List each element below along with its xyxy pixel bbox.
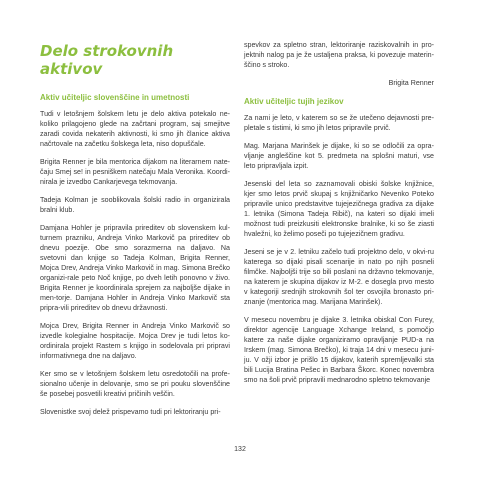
left-column: [40, 40, 230, 425]
section-heading-foreign-languages: Aktiv učiteljic tujih jezikov: [244, 97, 344, 106]
paragraph: V mesecu novembru je dijake 3. letnika obiskal Con Furey, direktor agencije Language Xchange Ireland, s pomočjo katere za naše dijake organiziramo opravljanje PUD-a na Irskem (mag. Simona Brečko), ki traja 14 dni v mesecu juni-ju. V ožji izbor je prišlo 15 dijakov, katerih spremljevalki sta bili Lucija Bratina Pešec in Barbara Škorc. Konec novembra smo na šoli prvič pripravili mednarodno spletno tekmovanje: [244, 316, 434, 384]
paragraph: Damjana Hohler je pripravila prireditev ob slovenskem kul-turnem prazniku, Andreja Vinko Markovič pa prireditev ob dnevu poezije. Obe smo sorazmerna na daljavo. Na svetovni dan knjige so Tadeja Kolman, Brigita Renner, Mojca Drev, Andreja Vinko Markovič in mag. Simona Brečko organizi-rale peto Noč knjige, po dveh letih ponovno v živo. Brigita Renner je koordinirala sprejem za najboljše dijake in men-torje. Damjana Hohler in Andreja Vinko Markovič sta pripra-vili prireditev ob dnevu državnosti.: [40, 224, 230, 312]
paragraph: Jesenski del leta so zaznamovali obiski šolske knjižnice, kjer smo letos prvič skupaj s knjižničarko Nevenko Poteko pripravile unico predstavitve tujejezičnega gradiva za dijake 1. letnika (Simona Tadeja Ribič), na kateri so dijaki imeli možnost tudi preizkusiti elektronske bralnike, ki so še ziasti hvaležni, ko želimo poseči po tujejezičnem gradivu.: [244, 180, 434, 238]
page-number: 132: [234, 446, 246, 453]
paragraph: Brigita Renner je bila mentorica dijakom na literarnem nate-čaju Smej se! in pesniškem natečaju Mala Veronika. Koordi-nirala je izvedbo Cankarjevega tekmovanja.: [40, 158, 230, 186]
paragraph: Tadeja Kolman je sooblikovala šolski radio in organizirala bralni klub.: [40, 196, 230, 214]
paragraph: Mojca Drev, Brigita Renner in Andreja Vinko Markovič so izvedle kolegialne hospitacije. Mojca Drev je tudi letos ko-ordinirala projekt Rastem s knjigo in sodelovala pri pripravi informativnega dne na daljavo.: [40, 322, 230, 360]
paragraph: Ker smo se v letošnjem šolskem letu osredotočili na profe-sionalno učenje in delovanje, smo se pri pouku slovenščine še posebej posvetili kreativi pričinih veščin.: [40, 370, 230, 398]
paragraph: Za nami je leto, v katerem so se že utečeno dejavnosti pre-pletale s tistimi, ki smo jih letos pripravile prvič.: [244, 114, 434, 132]
paragraph: Mag. Marjana Marinšek je dijake, ki so se odločili za opra-vljanje angleščine kot 5. predmeta na splošni maturi, vse leto pripravljala izpit.: [244, 142, 434, 170]
right-column: [244, 40, 434, 393]
section-heading-slovene: Aktiv učiteljic slovenščine in umetnosti: [40, 93, 190, 102]
paragraph: Jeseni se je v 2. letniku začelo tudi projektno delo, v okvi-ru katerega so dijaki pisali scenarije in nato po njih posneli filmčke. Najboljši trije so bili poslani na državno tekmovanje, na katerem je skupina dijakov iz M-2. e dosegla prvo mesto v kategoriji srednjih strokovnih šol ter osvojila bronasto pri-znanje (mentorica mag. Marijana Marinšek).: [244, 248, 434, 306]
author-signature: Brigita Renner: [388, 79, 434, 87]
paragraph: spevkov za spletno stran, lektoriranje raziskovalnih in pro-jektnih nalog pa je že ustaljena praksa, ki povezuje materin-ščino s stroko.: [244, 41, 434, 69]
paragraph: Tudi v letošnjem šolskem letu je delo aktiva potekalo ne-koliko prilagojeno glede na začrtani program, saj smejitve zaradi covida nekaterih aktivnosti, ki smo jih članice aktiva načrtovale na začetku šolskega leta, niso dopuščale.: [40, 110, 230, 148]
page-title: Delo strokovnih aktivov: [40, 42, 174, 78]
paragraph: Slovenistke svoj delež prispevamo tudi pri lektoriranju pri-: [40, 408, 221, 416]
